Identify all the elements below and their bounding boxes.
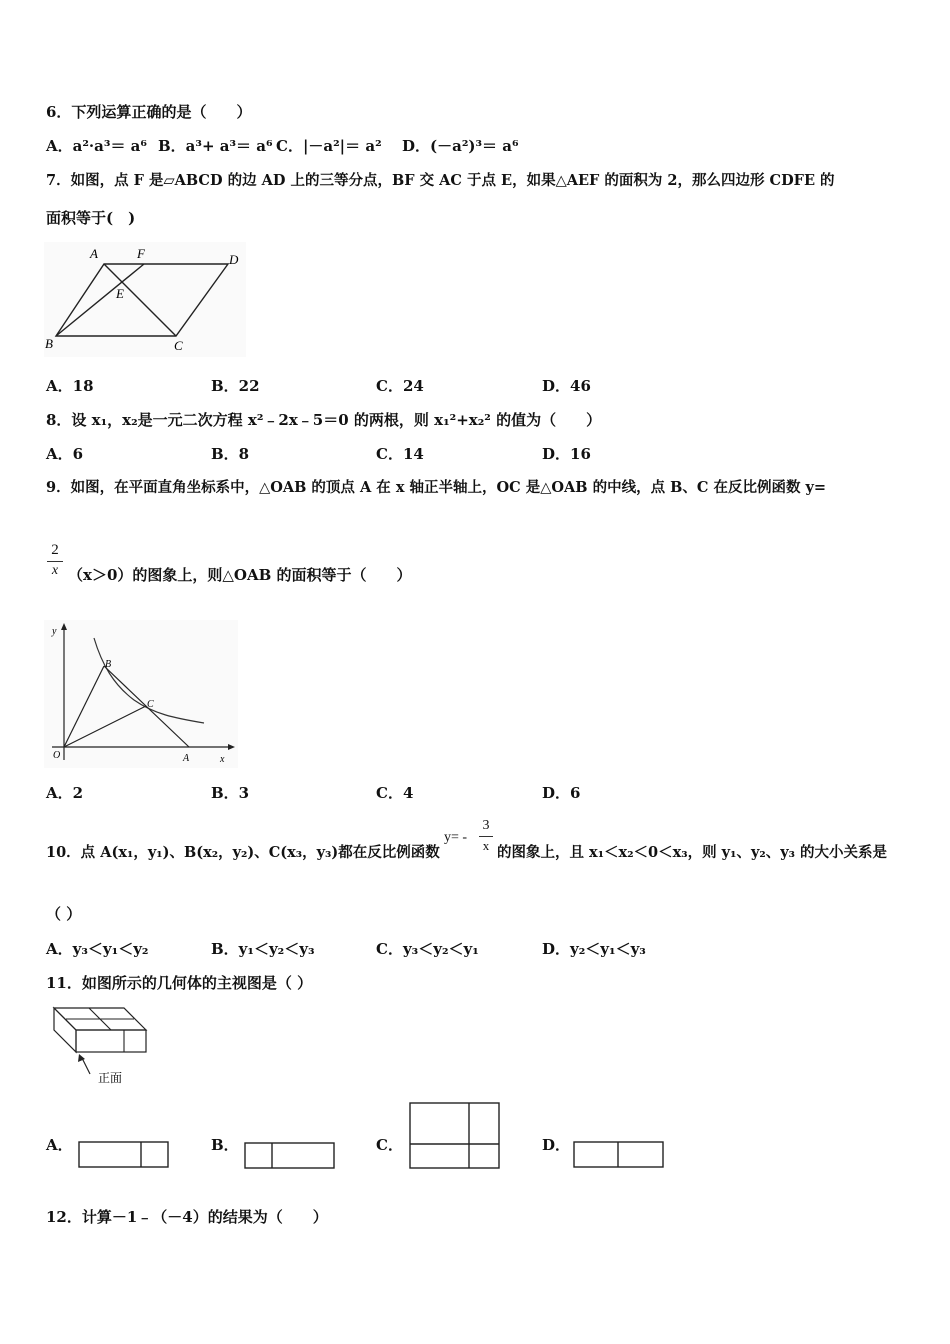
- label-o: O: [53, 750, 61, 761]
- q10-option-b: B．y₁＜y₂＜y₃: [211, 940, 315, 958]
- q11-option-a-figure: [77, 1140, 171, 1170]
- q8-option-a: A．6: [46, 445, 84, 463]
- q11-solid-figure: [46, 1004, 156, 1086]
- q10-stem-post: 的图象上，且 x₁＜x₂＜0＜x₃，则 y₁、y₂、y₃ 的大小关系是: [497, 844, 888, 861]
- q7-stem-line1: 7．如图，点 F 是▱ABCD 的边 AD 上的三等分点，BF 交 AC 于点 E，如果△AEF 的面积为 2，那么四边形 CDFE 的: [46, 172, 835, 189]
- q11-option-b-figure: [243, 1141, 337, 1171]
- q6-option-c: C．|－a²|＝ a²: [276, 137, 382, 155]
- q6-stem: 6．下列运算正确的是（ ）: [46, 103, 252, 121]
- label-b: B: [105, 659, 112, 670]
- q8-option-c: C．14: [376, 445, 424, 463]
- q7-stem-line2: 面积等于( ): [46, 209, 136, 227]
- q9-stem-line2: （x＞0）的图象上，则△OAB 的面积等于（ ）: [68, 566, 412, 584]
- q9-coordinate-figure: [44, 620, 238, 768]
- q10-option-c: C．y₃＜y₂＜y₁: [376, 940, 479, 958]
- q8-stem: 8．设 x₁，x₂是一元二次方程 x²﹣2x﹣5＝0 的两根，则 x₁²+x₂² 的值为（ ）: [46, 411, 602, 429]
- q7-parallelogram-figure: [44, 242, 246, 357]
- q8-option-d: D．16: [542, 445, 591, 463]
- q11-option-c-figure: [408, 1101, 502, 1171]
- q11-option-a-label: A．: [46, 1136, 73, 1154]
- label-a: A: [90, 246, 98, 261]
- q7-option-d: D．46: [542, 377, 591, 395]
- q12-stem: 12．计算－1﹣（－4）的结果为（ ）: [46, 1208, 328, 1226]
- label-b: B: [45, 336, 53, 351]
- q9-fraction: [44, 541, 66, 580]
- q9-frac-den: x: [51, 563, 59, 578]
- q10-stem-line2: （ ）: [46, 905, 82, 923]
- q11-stem: 11．如图所示的几何体的主视图是（ ）: [46, 974, 313, 992]
- q10-stem-pre: 10．点 A(x₁，y₁)、B(x₂，y₂)、C(x₃，y₃)都在反比例函数: [46, 844, 440, 861]
- label-e: E: [116, 286, 124, 301]
- label-f: F: [137, 246, 145, 261]
- q10-frac-num: 3: [482, 818, 490, 833]
- q10-frac-den: x: [482, 838, 490, 853]
- solid-front-face: [76, 1030, 146, 1052]
- q7-option-a: A．18: [46, 377, 94, 395]
- label-d: D: [229, 252, 239, 267]
- label-y: y: [52, 626, 57, 637]
- q9-stem-line1: 9．如图，在平面直角坐标系中，△OAB 的顶点 A 在 x 轴正半轴上，OC 是△OAB 的中线，点 B、C 在反比例函数 y=: [46, 479, 827, 496]
- label-a: A: [183, 753, 190, 764]
- q9-option-a: A．2: [46, 784, 84, 802]
- solid-side-face: [54, 1008, 76, 1052]
- front-label: 正面: [98, 1071, 123, 1085]
- q8-option-b: B．8: [211, 445, 250, 463]
- q10-option-a: A．y₃＜y₁＜y₂: [46, 940, 149, 958]
- q11-option-d-label: D．: [542, 1136, 571, 1154]
- q7-option-b: B．22: [211, 377, 260, 395]
- front-arrow: [82, 1058, 90, 1074]
- q10-fraction: [476, 817, 496, 854]
- q9-frac-num: 2: [51, 542, 59, 558]
- q9-option-b: B．3: [211, 784, 250, 802]
- label-c: C: [174, 338, 183, 353]
- q11-option-d-figure: [572, 1140, 666, 1170]
- q9-option-c: C．4: [376, 784, 414, 802]
- q11-option-b-label: B．: [211, 1136, 239, 1154]
- q6-option-a: A．a²·a³＝ a⁶: [46, 137, 147, 155]
- label-c: C: [147, 699, 154, 710]
- q9-option-d: D．6: [542, 784, 581, 802]
- q7-option-c: C．24: [376, 377, 424, 395]
- q6-option-d: D．(－a²)³＝ a⁶: [402, 137, 519, 155]
- q11-option-c-label: C．: [376, 1136, 403, 1154]
- q10-func-prefix: y= -: [444, 830, 468, 845]
- q10-option-d: D．y₂＜y₁＜y₃: [542, 940, 646, 958]
- q6-option-b: B．a³+ a³＝ a⁶: [158, 137, 273, 155]
- label-x: x: [220, 754, 225, 765]
